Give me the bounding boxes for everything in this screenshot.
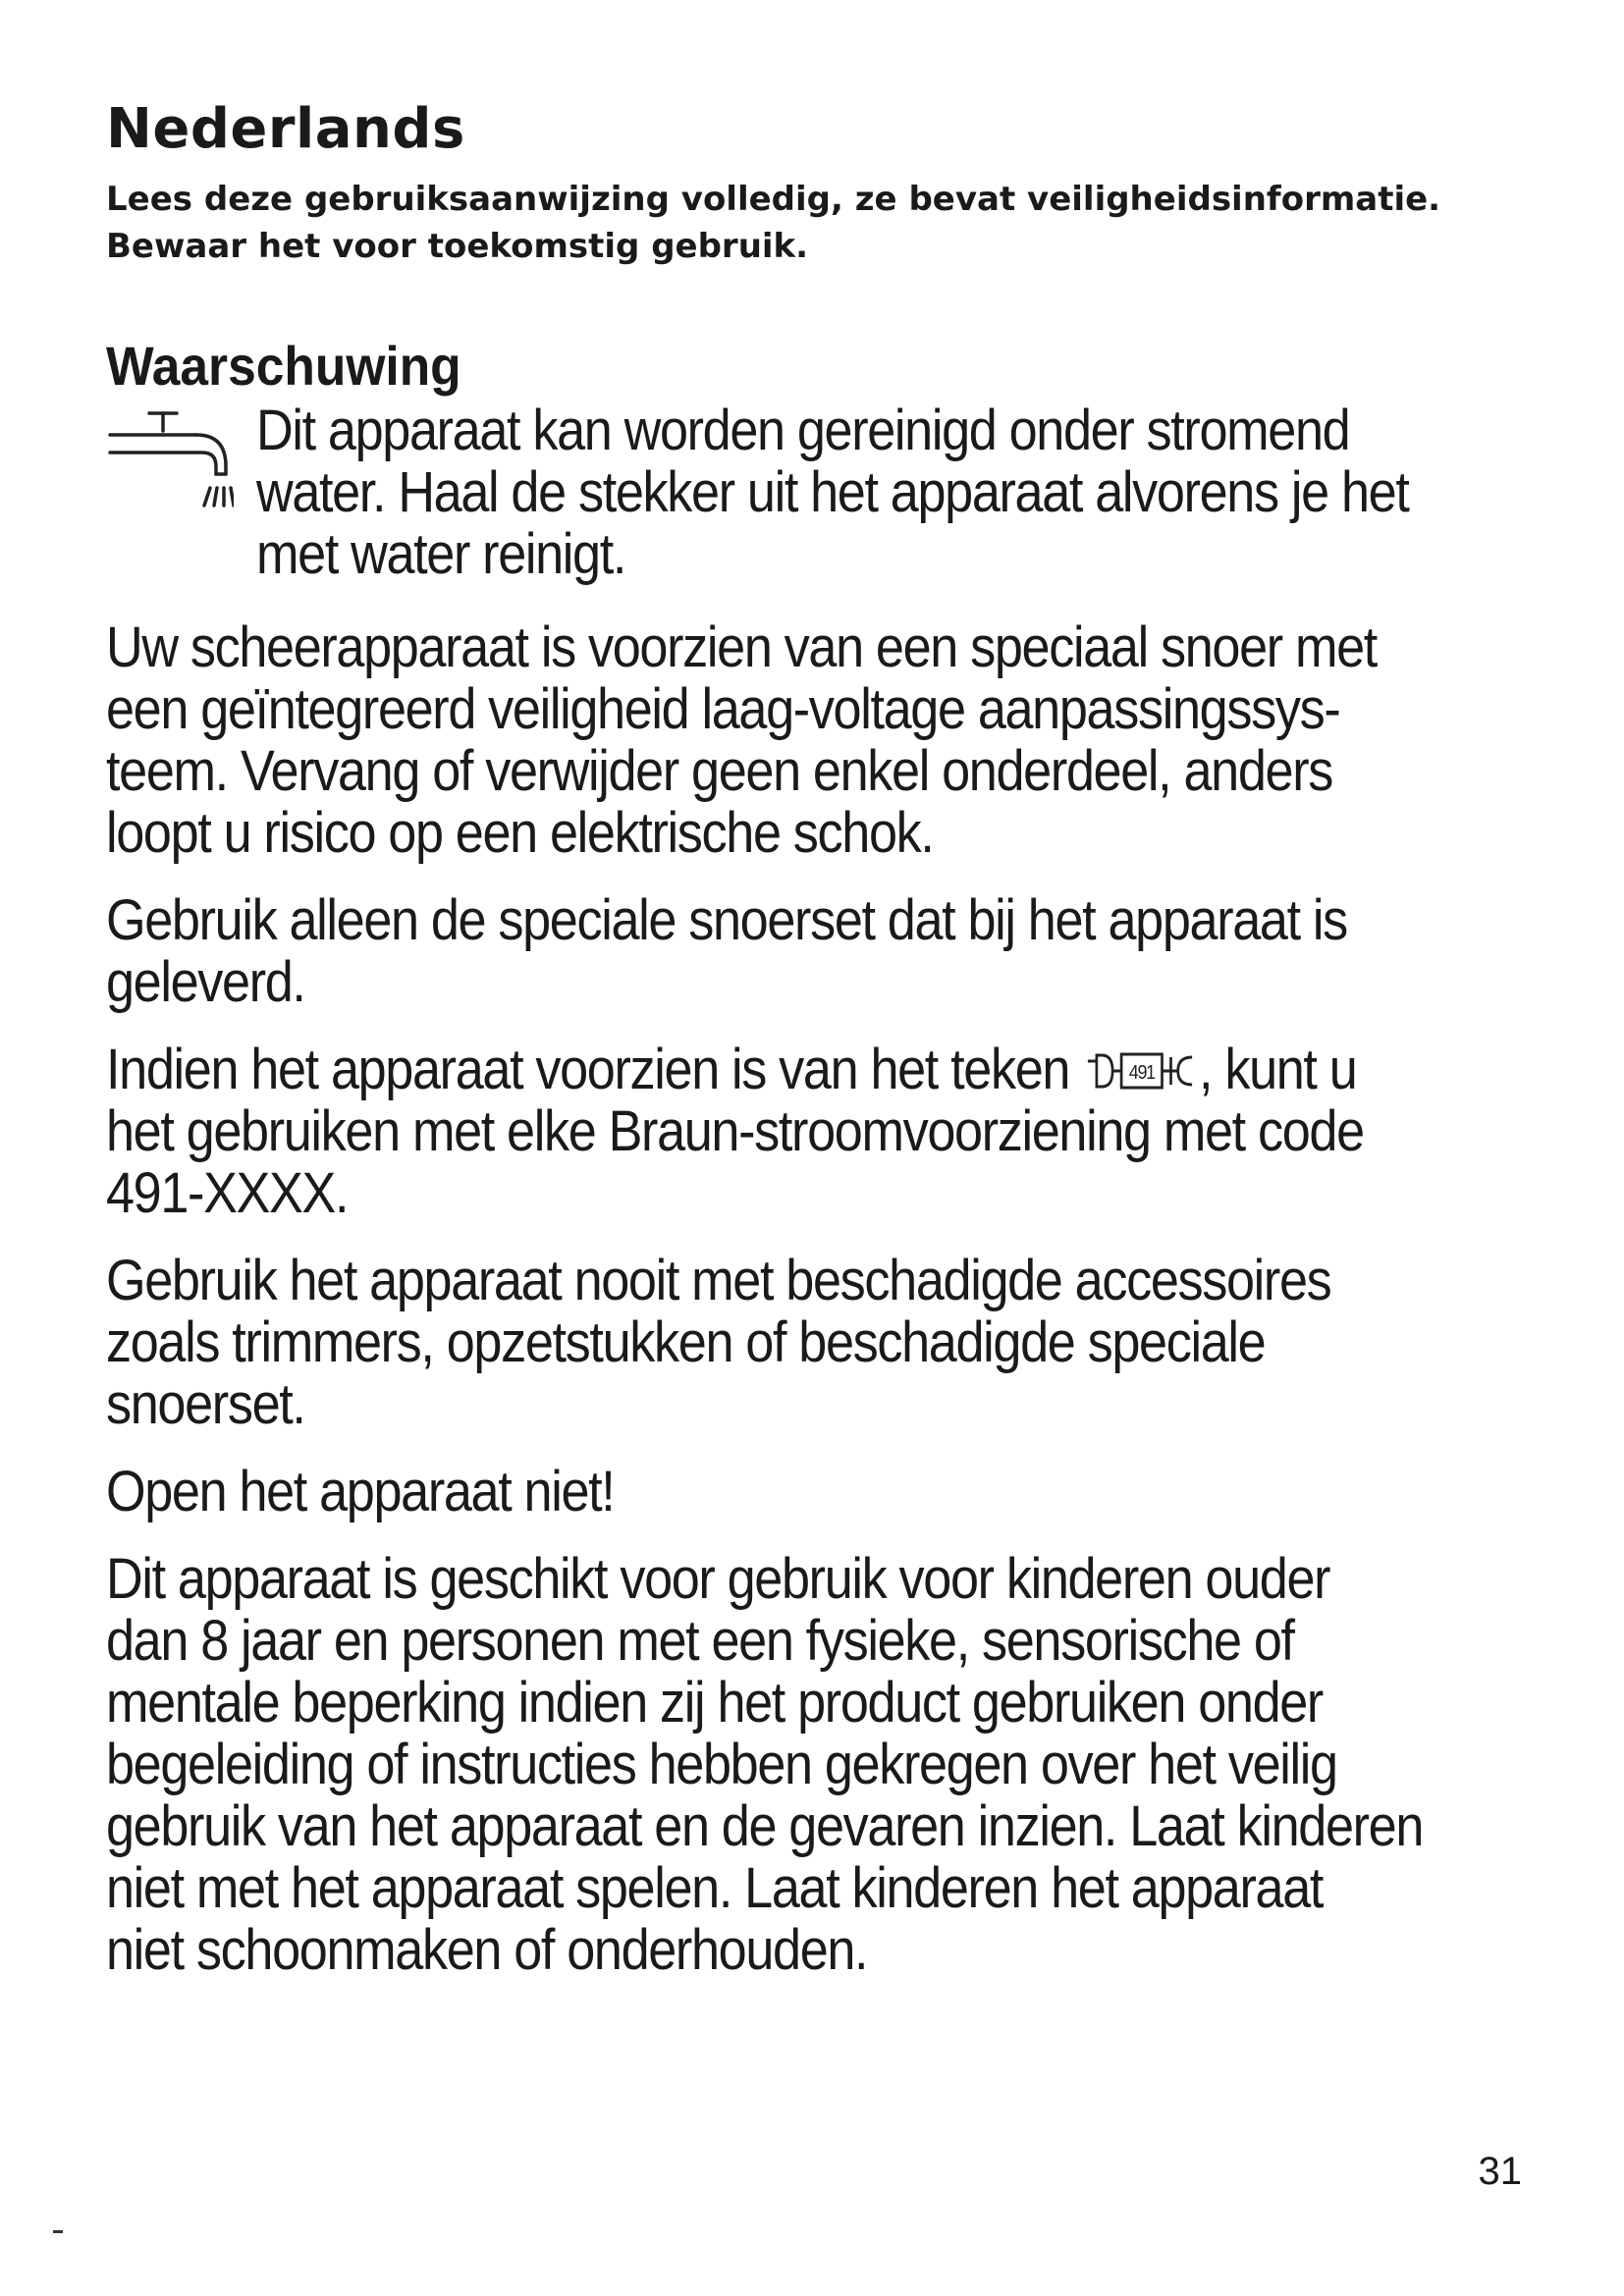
manual-page [106, 98, 1540, 1981]
warning-line: met water reinigt. [256, 522, 626, 587]
language-heading: Nederlands [106, 97, 465, 161]
paragraph-damaged-accessories [106, 1250, 1538, 1435]
paragraph-line: mentale beperking indien zij het product gebruiken onder [106, 1671, 1323, 1735]
warning-heading: Waarschuwing [106, 334, 461, 397]
intro-line: Bewaar het voor toekomstig gebruik. [106, 226, 809, 266]
paragraph-text: , kunt u [1199, 1038, 1357, 1102]
warning-block [106, 400, 1540, 591]
symbol-code: 491 [1128, 1062, 1155, 1085]
page-number: 31 [1478, 2150, 1522, 2193]
paragraph-line: het gebruiken met elke Braun-stroomvoorziening met code [106, 1099, 1364, 1164]
paragraph-line: Gebruik het apparaat nooit met beschadigde accessoires [106, 1249, 1331, 1313]
paragraph-line: Open het apparaat niet! [106, 1460, 615, 1524]
paragraph-power-supply [106, 1039, 1538, 1224]
paragraph-line: niet schoonmaken of onderhouden. [106, 1918, 868, 1983]
paragraph-line: Gebruik alleen de speciale snoerset dat bij het apparaat is [106, 888, 1347, 953]
paragraph-line: loopt u risico op een elektrische schok. [106, 801, 934, 866]
paragraph-line: Dit apparaat is geschikt voor gebruik voor kinderen ouder [106, 1547, 1330, 1612]
power-supply-symbol-icon [1084, 1049, 1197, 1093]
crop-mark [53, 2230, 63, 2233]
intro-line: Lees deze gebruiksaanwijzing volledig, ze bevat veiligheidsinformatie. [106, 180, 1441, 220]
paragraph-cord-set [106, 889, 1538, 1013]
paragraph-line: begeleiding of instructies hebben gekregen over het veilig [106, 1733, 1337, 1797]
paragraph-line: geleverd. [106, 950, 305, 1015]
paragraph-line: 491-XXXX. [106, 1161, 349, 1226]
paragraph-do-not-open [106, 1461, 1538, 1522]
warning-line: Dit apparaat kan worden gereinigd onder stromend [256, 399, 1350, 463]
paragraph-line: niet met het apparaat spelen. Laat kinderen het apparaat [106, 1856, 1324, 1921]
paragraph-children-safety [106, 1548, 1538, 1981]
warning-text [256, 400, 1624, 585]
paragraph-line: een geïntegreerd veiligheid laag-voltage aanpassingssys- [106, 677, 1340, 742]
paragraph-text: Indien het apparaat voorzien is van het teken [106, 1038, 1083, 1102]
paragraph-line: Uw scheerapparaat is voorzien van een speciaal snoer met [106, 615, 1377, 680]
paragraph-line: zoals trimmers, opzetstukken of beschadigde speciale [106, 1310, 1266, 1375]
paragraph-line: dan 8 jaar en personen met een fysieke, sensorische of [106, 1609, 1294, 1674]
water-tap-icon [106, 409, 234, 517]
paragraph-special-cord [106, 616, 1538, 864]
paragraph-line: snoerset. [106, 1372, 305, 1437]
paragraph-line: teem. Vervang of verwijder geen enkel onderdeel, anders [106, 739, 1332, 804]
paragraph-line: gebruik van het apparaat en de gevaren inzien. Laat kinderen [106, 1794, 1424, 1859]
warning-line: water. Haal de stekker uit het apparaat alvorens je het [256, 460, 1409, 525]
paragraph-line [106, 1039, 1538, 1100]
intro-notice [106, 177, 1540, 270]
